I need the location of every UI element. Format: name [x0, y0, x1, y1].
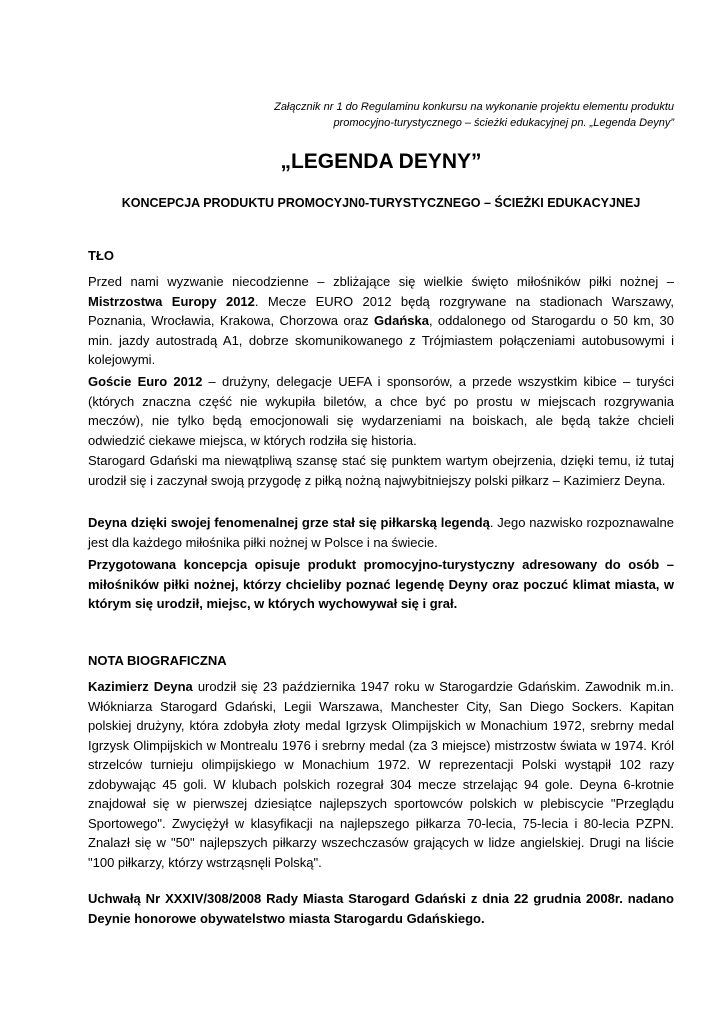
text-run: . Mecze EURO 2012 będą rozgrywane na stadionach Warszawy, Poznania, Wrocławia, Krakowa, Chorzowa oraz — [88, 293, 675, 328]
paragraph-background-3: Starogard Gdański ma niewątpliwą szansę stać się punktem wartym obejrzenia, dzięki temu, iż tutaj urodził się i zaczynał swoją przygodę z piłką nożną najwybitniejszy polski piłkarz – Kazimierz Deyna. — [88, 453, 674, 488]
attachment-note-line-1: Załącznik nr 1 do Regulaminu konkursu na wykonanie projektu elementu produktu — [274, 101, 674, 113]
attachment-note-line-2: promocyjno-turystycznego – ścieżki edukacyjnej pn. „Legenda Deyny” — [333, 117, 674, 129]
section-heading-background: TŁO — [88, 248, 114, 263]
text-run: , oddalonego od Starogardu o 50 km, 30 min. jazdy autostradą A1, dobrze skomunikowanego z Trójmiastem połączeniami autobusowymi i kolejowymi. — [88, 313, 675, 367]
paragraph-background-5: Przygotowana koncepcja opisuje produkt promocyjno-turystyczny adresowany do osób – miłośników piłki nożnej, którzy chcieliby poznać legendę Deyny oraz poczuć klimat miasta, w którym się urodził, miejsc, w których wychowywał się i grał. — [88, 557, 674, 611]
paragraph-background-4 — [88, 513, 674, 552]
paragraph-background-1 — [88, 272, 674, 370]
bold-text-run: Mistrzostwa Europy 2012 — [88, 293, 255, 309]
text-run: – drużyny, delegacje UEFA i sponsorów, a przede wszystkim kibice – turyści (których znaczna część nie wykupiła biletów, a chce być po prostu w miejscach rozgrywania meczów), nie tylko będą emocjonowali się wydarzeniami na boiskach, ale będą także chcieli odwiedzić ciekawe miejsca, w których rodziła się historia. — [88, 374, 674, 448]
paragraph-resolution: Uchwałą Nr XXXIV/308/2008 Rady Miasta Starogard Gdański z dnia 22 grudnia 2008r. nadano Deynie honorowe obywatelstwo miasta Starogardu Gdańskiego. — [88, 891, 674, 926]
attachment-note — [88, 99, 674, 131]
paragraph-background-2 — [88, 372, 674, 450]
paragraph-biography — [88, 677, 674, 872]
text-run: . Jego nazwisko rozpoznawalne jest dla każdego miłośnika piłki nożnej w Polsce i na świecie. — [88, 515, 674, 550]
bold-text-run: Kazimierz Deyna — [88, 679, 193, 694]
bold-text-run: Deyna dzięki swojej fenomenalnej grze stał się piłkarską legendą — [88, 515, 490, 530]
bold-text-run: Goście Euro 2012 — [88, 374, 203, 389]
text-run: urodził się 23 października 1947 roku w Starogardzie Gdańskim. Zawodnik m.in. Włókniarza Starogard Gdański, Legii Warszawa, Manchester City, San Diego Sockers. Kapitan polskiej drużyny, która zdobyła złoty medal Igrzysk Olimpijskich w Monachium 1972, srebrny medal Igrzysk Olimpijskich w Montrealu 1976 i srebrny medal (za 3 miejsce) mistrzostw świata w 1974. Król strzelców turnieju olimpijskiego w Monachium 1972. W reprezentacji Polski wystąpił 102 razy zdobywając 45 goli. W klubach polskich rozegrał 304 mecze strzelając 94 gole. Deyna 6-krotnie znajdował się w pierwszej dziesiątce najlepszych sportowców polskich w plebiscycie "Przeglądu Sportowego". Zwyciężył w klasyfikacji na najlepszego piłkarza 70-lecia, 75-lecia i 80-lecia PZPN. Znalazł się w "50" najlepszych piłkarzy wszechczasów grających w lidze angielskiej. Drugi na liście "100 piłkarzy, którzy wstrząsnęli Polską". — [88, 679, 674, 870]
document-title: „LEGENDA DEYNY” — [280, 150, 482, 173]
text-run: Przed nami wyzwanie niecodzienne – zbliżające się wielkie święto miłośników piłki nożnej – — [88, 274, 674, 289]
document-subtitle: KONCEPCJA PRODUKTU PROMOCYJN0-TURYSTYCZNEGO – ŚCIEŻKI EDUKACYJNEJ — [121, 196, 641, 210]
section-heading-biography: NOTA BIOGRAFICZNA — [88, 653, 227, 668]
bold-text-run: Gdańska — [374, 313, 429, 328]
